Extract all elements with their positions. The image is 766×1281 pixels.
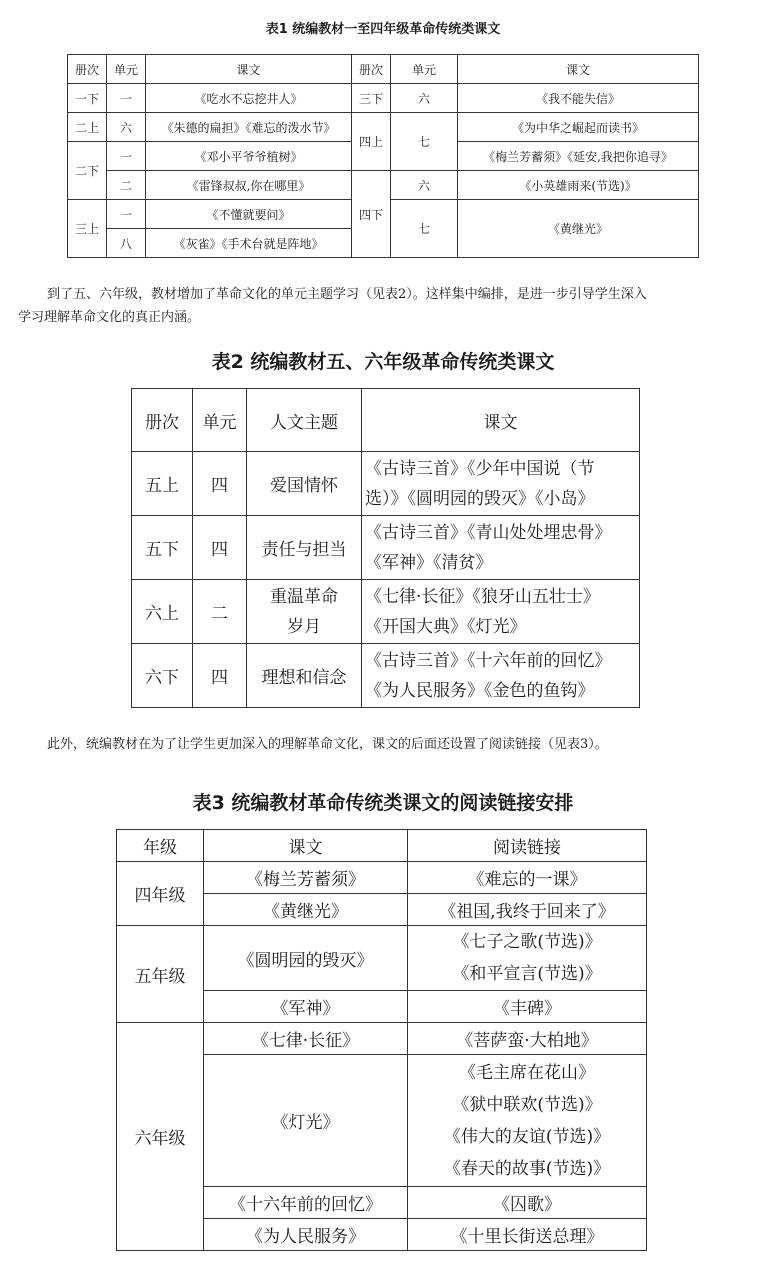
link-line: 《狱中联欢(节选)》 [452, 1094, 602, 1115]
theme-cell [247, 644, 362, 708]
unit-cell: 二 [193, 580, 247, 644]
text-line: 选）》《圆明园的毁灭》《小岛》 [365, 488, 595, 509]
volume-cell: 二下 [68, 142, 107, 200]
text-cell: 《不懂就要问》 [146, 200, 352, 229]
volume-cell: 二上 [68, 113, 107, 142]
table-row [132, 644, 640, 708]
link-cell: 《难忘的一课》 [408, 862, 647, 894]
unit-cell: 四 [193, 452, 247, 516]
link-line: 《伟大的友谊(节选)》 [443, 1126, 611, 1147]
volume-cell: 三下 [352, 84, 391, 113]
table1 [67, 54, 699, 258]
text-line: 《为人民服务》《金色的鱼钩》 [365, 680, 595, 701]
theme-line: 重温革命 [270, 586, 338, 607]
text-cell: 《灯光》 [204, 1055, 408, 1187]
table-row [132, 580, 640, 644]
table-row [68, 113, 699, 142]
link-cell [408, 1055, 647, 1187]
unit-cell: 七 [391, 200, 458, 258]
unit-cell: 八 [107, 229, 146, 258]
text-cell: 《雷锋叔叔,你在哪里》 [146, 171, 352, 200]
table-row [117, 926, 647, 991]
unit-cell: 六 [107, 113, 146, 142]
text-cell: 《我不能失信》 [458, 84, 699, 113]
unit-cell: 七 [391, 113, 458, 171]
header-cell: 年级 [117, 830, 204, 862]
table2 [131, 388, 640, 708]
theme-cell [247, 452, 362, 516]
text-line: 《古诗三首》《青山处处埋忠骨》 [365, 522, 612, 543]
header-cell: 课文 [146, 55, 352, 84]
header-cell: 人文主题 [247, 389, 362, 452]
text-line: 《七律·长征》《狼牙山五壮士》 [365, 586, 600, 607]
table-row [132, 452, 640, 516]
unit-cell: 一 [107, 84, 146, 113]
volume-cell: 四下 [352, 171, 391, 258]
text-cell [362, 452, 640, 516]
grade-cell: 五年级 [117, 926, 204, 1023]
theme-line: 岁月 [287, 616, 321, 637]
theme-line: 责任与担当 [261, 540, 347, 560]
header-cell: 册次 [68, 55, 107, 84]
text-cell: 《为中华之崛起而读书》 [458, 113, 699, 142]
link-line: 《和平宣言(节选)》 [452, 964, 602, 984]
volume-cell: 六上 [132, 580, 193, 644]
link-cell [408, 926, 647, 991]
unit-cell: 一 [107, 142, 146, 171]
unit-cell: 二 [107, 171, 146, 200]
table1-caption: 表1 统编教材一至四年级革命传统类课文 [265, 22, 501, 37]
text-cell: 《黄继光》 [458, 200, 699, 258]
volume-cell: 六下 [132, 644, 193, 708]
text-cell: 《灰雀》《手术台就是阵地》 [146, 229, 352, 258]
link-cell: 《菩萨蛮·大柏地》 [408, 1023, 647, 1055]
text-line: 《开国大典》《灯光》 [365, 616, 527, 637]
text-cell [362, 644, 640, 708]
grade-cell: 六年级 [117, 1023, 204, 1251]
text-cell [362, 580, 640, 644]
theme-line: 理想和信念 [261, 668, 347, 688]
table-row [117, 1023, 647, 1055]
volume-cell: 一下 [68, 84, 107, 113]
text-line: 《军神》《清贫》 [365, 552, 493, 573]
header-cell: 课文 [458, 55, 699, 84]
header-cell: 单元 [391, 55, 458, 84]
link-line: 《毛主席在花山》 [459, 1062, 595, 1083]
volume-cell: 三上 [68, 200, 107, 258]
link-cell: 《十里长街送总理》 [408, 1219, 647, 1251]
table-header-row [117, 830, 647, 862]
header-cell: 课文 [362, 389, 640, 452]
table-row [68, 84, 699, 113]
text-cell: 《小英雄雨来(节选)》 [458, 171, 699, 200]
theme-cell [247, 580, 362, 644]
table-header-row [132, 389, 640, 452]
link-cell: 《丰碑》 [408, 991, 647, 1023]
paragraph-line: 到了五、六年级，教材增加了革命文化的单元主题学习（见表2）。这样集中编排，是进一步引导学生深入 [47, 287, 647, 302]
header-cell: 册次 [352, 55, 391, 84]
table-row [132, 516, 640, 580]
text-line: 《古诗三首》《十六年前的回忆》 [365, 650, 612, 671]
unit-cell: 四 [193, 516, 247, 580]
table3 [116, 829, 647, 1251]
text-cell [362, 516, 640, 580]
text-line: 《古诗三首》《少年中国说（节 [365, 458, 595, 479]
text-cell: 《黄继光》 [204, 894, 408, 926]
text-cell: 《吃水不忘挖井人》 [146, 84, 352, 113]
link-line: 《春天的故事(节选)》 [443, 1158, 611, 1179]
text-cell: 《为人民服务》 [204, 1219, 408, 1251]
text-cell: 《七律·长征》 [204, 1023, 408, 1055]
table2-caption: 表2 统编教材五、六年级革命传统类课文 [211, 351, 555, 373]
unit-cell: 六 [391, 171, 458, 200]
body-paragraph [18, 283, 758, 329]
text-cell: 《十六年前的回忆》 [204, 1187, 408, 1219]
table-header-row [68, 55, 699, 84]
table-row [68, 171, 699, 200]
grade-cell: 四年级 [117, 862, 204, 926]
text-cell: 《朱德的扁担》《难忘的泼水节》 [146, 113, 352, 142]
volume-cell: 五下 [132, 516, 193, 580]
link-cell: 《祖国,我终于回来了》 [408, 894, 647, 926]
text-cell: 《梅兰芳蓄须》《延安,我把你追寻》 [458, 142, 699, 171]
text-cell: 《圆明园的毁灭》 [204, 926, 408, 991]
header-cell: 册次 [132, 389, 193, 452]
table-row [117, 862, 647, 894]
unit-cell: 六 [391, 84, 458, 113]
link-line: 《七子之歌(节选)》 [452, 932, 602, 952]
header-cell: 单元 [193, 389, 247, 452]
table3-caption: 表3 统编教材革命传统类课文的阅读链接安排 [192, 792, 574, 814]
header-cell: 单元 [107, 55, 146, 84]
text-cell: 《梅兰芳蓄须》 [204, 862, 408, 894]
volume-cell: 四上 [352, 113, 391, 171]
header-cell: 阅读链接 [408, 830, 647, 862]
body-paragraph: 此外，统编教材在为了让学生更加深入的理解革命文化，课文的后面还设置了阅读链接（见表3）。 [47, 737, 608, 752]
text-cell: 《邓小平爷爷植树》 [146, 142, 352, 171]
volume-cell: 五上 [132, 452, 193, 516]
theme-cell [247, 516, 362, 580]
paragraph-line: 学习理解革命文化的真正内涵。 [18, 310, 201, 325]
theme-line: 爱国情怀 [270, 476, 338, 496]
header-cell: 课文 [204, 830, 408, 862]
text-cell: 《军神》 [204, 991, 408, 1023]
link-cell: 《囚歌》 [408, 1187, 647, 1219]
unit-cell: 四 [193, 644, 247, 708]
unit-cell: 一 [107, 200, 146, 229]
